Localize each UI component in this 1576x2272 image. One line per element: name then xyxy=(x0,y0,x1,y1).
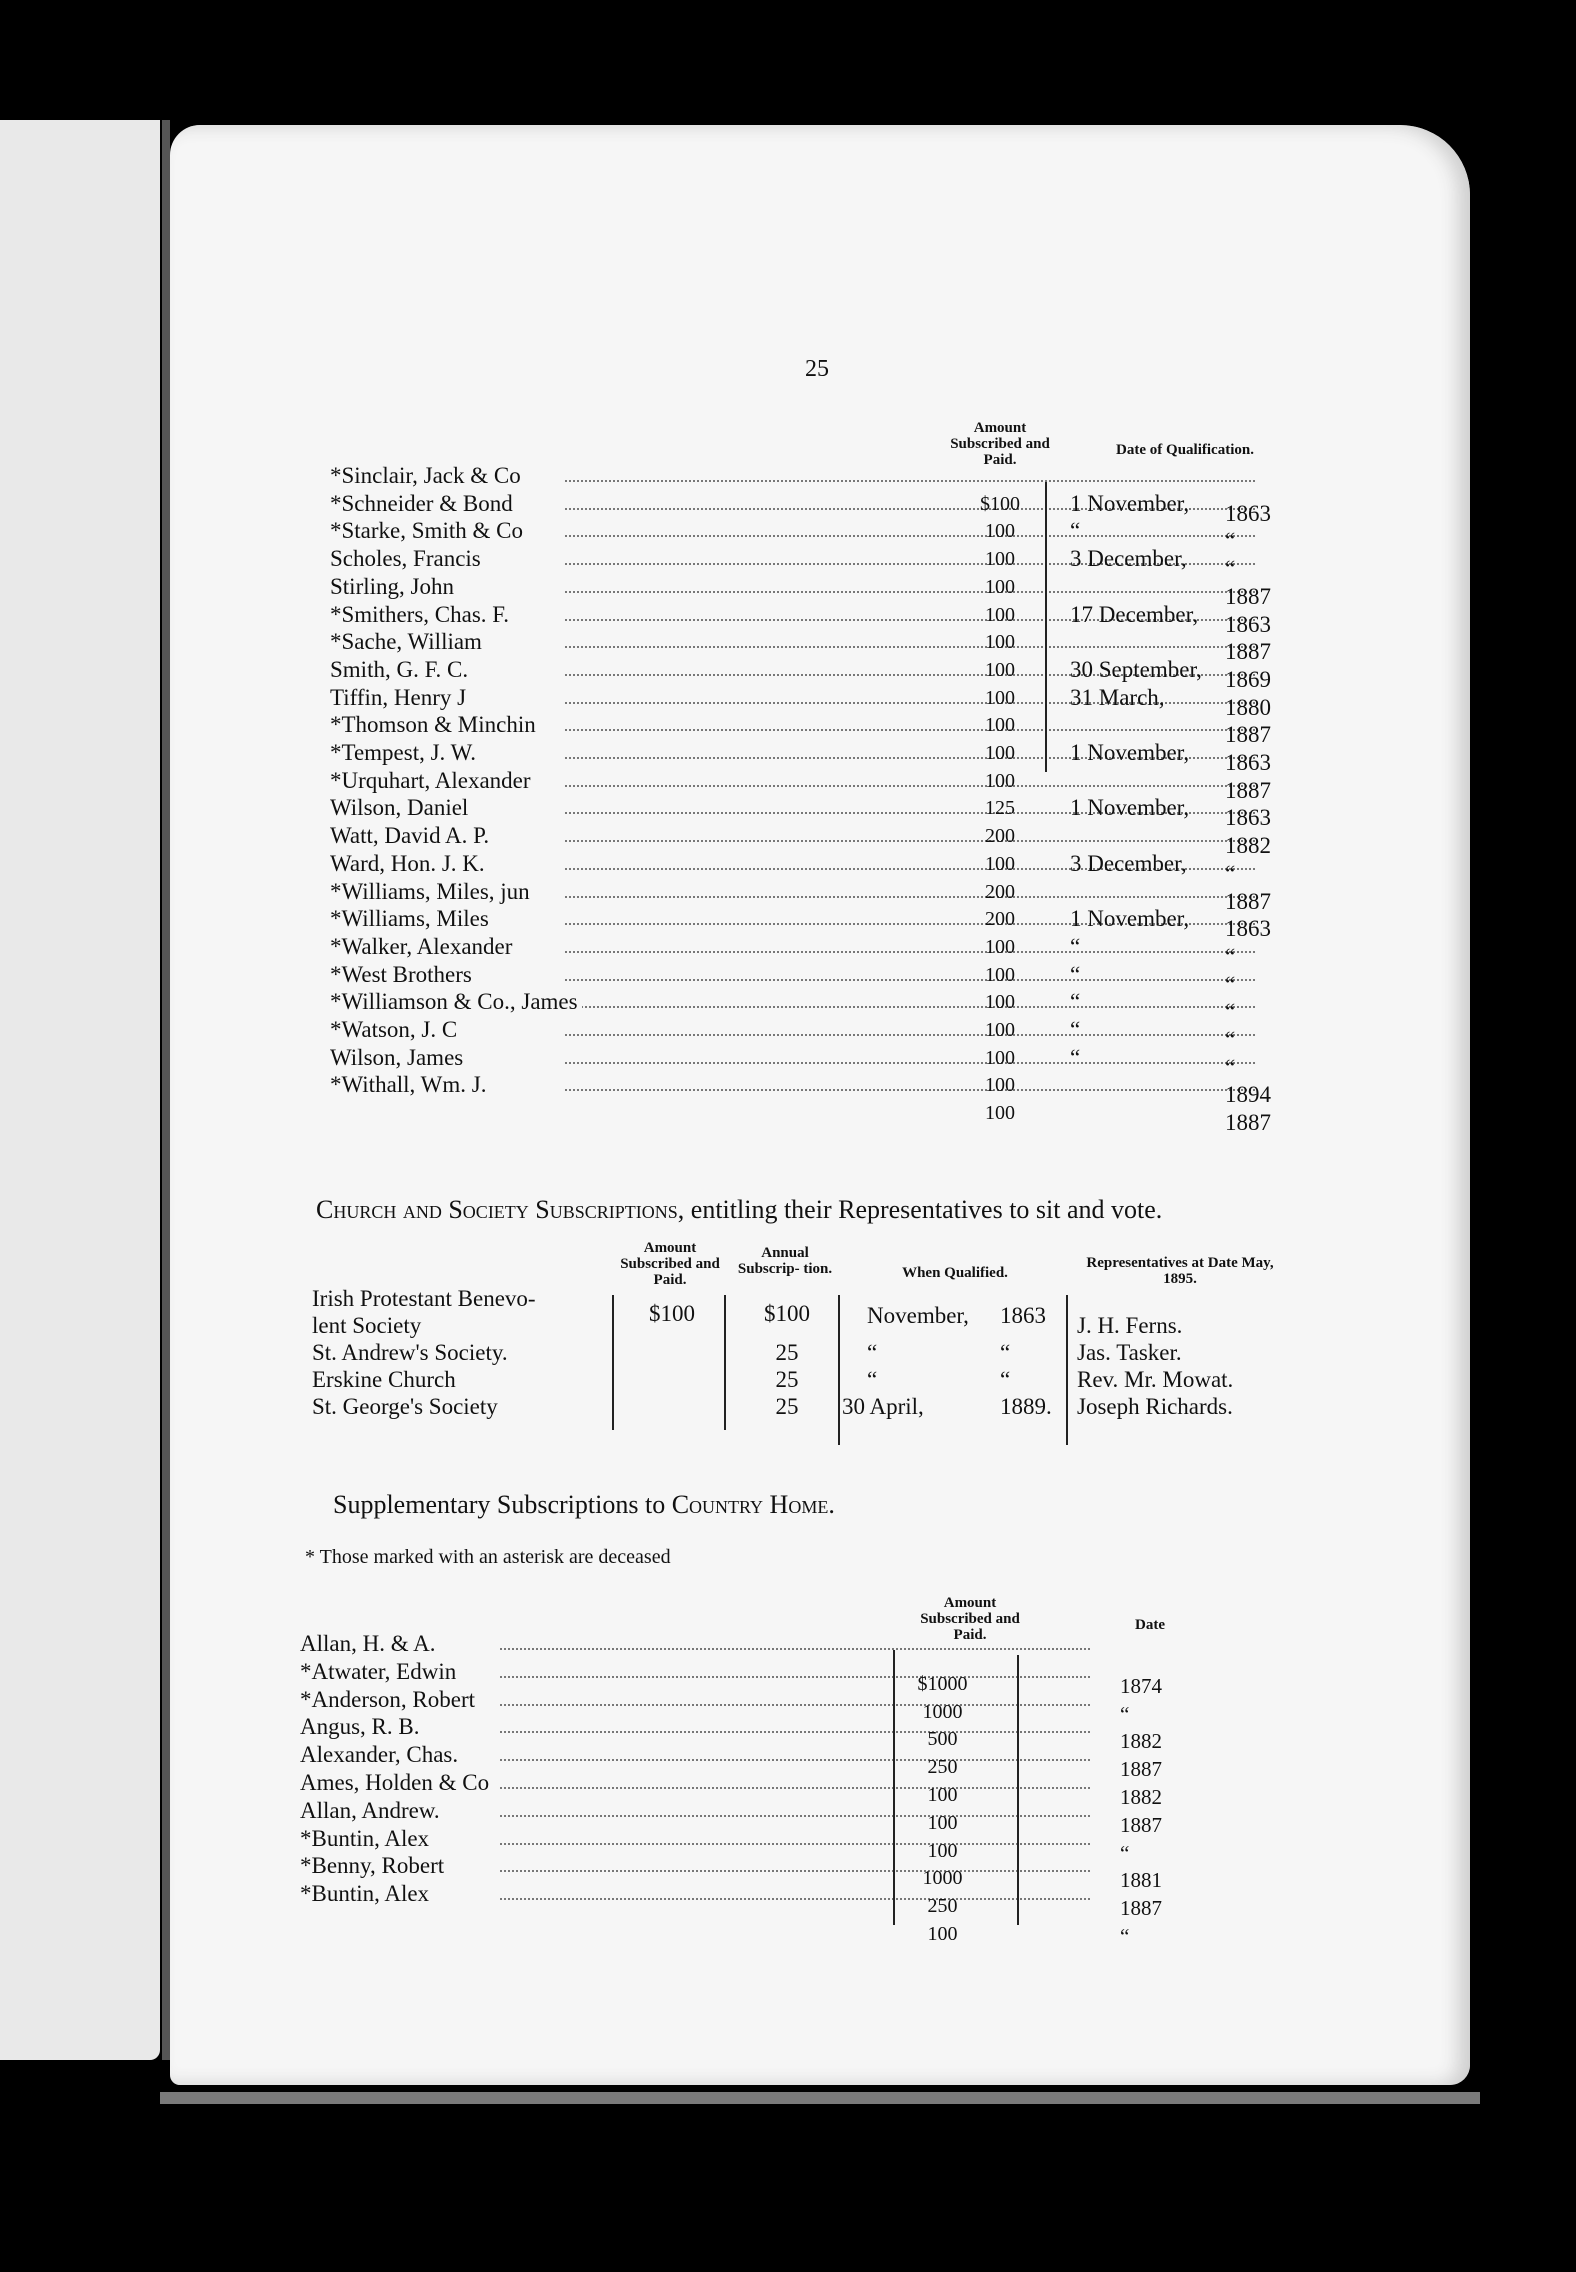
section2-title-rest: entitling their Representatives to sit and vote. xyxy=(690,1195,1163,1224)
year-cell: 1887 xyxy=(1225,639,1271,665)
date-cell: “ xyxy=(1070,933,1081,959)
table-row xyxy=(300,1797,1200,1837)
sec3-amount-header: Amount Subscribed and Paid. xyxy=(920,1595,1020,1643)
table-row xyxy=(330,794,1290,831)
year-cell: “ xyxy=(1225,1027,1236,1052)
sec3-rule-1 xyxy=(893,1650,895,1925)
year-cell: 1887 xyxy=(1225,888,1271,914)
amount-cell: $1000 xyxy=(917,1672,968,1695)
sec2-annual-header: Annual Subscrip- tion. xyxy=(737,1245,833,1277)
table-row xyxy=(330,573,1290,609)
table-row xyxy=(330,656,1290,692)
entry-name: *Starke, Smith & Co xyxy=(330,517,527,545)
section3-title-plain: Supplementary Subscriptions to xyxy=(333,1490,666,1519)
entry-name: *Buntin, Alex xyxy=(300,1825,433,1853)
date-cell: 1 November, xyxy=(1070,740,1190,765)
amount-cell: 100 xyxy=(985,935,1015,958)
entry-name: *Williams, Miles xyxy=(330,905,493,933)
date-cell: “ xyxy=(1070,1017,1081,1042)
table-row xyxy=(330,933,1290,969)
year-cell: 1889. xyxy=(1000,1394,1052,1419)
entry-name: Wilson, James xyxy=(330,1044,467,1072)
dot-leader xyxy=(565,961,1255,981)
amount-cell: 125 xyxy=(985,797,1015,820)
column-rule xyxy=(1045,482,1047,772)
amount-cell: 1000 xyxy=(922,1700,963,1723)
table-row xyxy=(330,739,1290,775)
amount-cell: $100 xyxy=(980,492,1020,515)
entry-name: *Smithers, Chas. F. xyxy=(330,601,513,629)
table-row xyxy=(330,1099,1290,1136)
dot-leader xyxy=(565,1071,1255,1091)
date-cell: “ xyxy=(1070,518,1081,544)
table-row xyxy=(312,1366,1272,1394)
book-spine xyxy=(162,120,170,2060)
rep-cell: Joseph Richards. xyxy=(1077,1394,1233,1419)
annual-cell: $100 xyxy=(764,1301,810,1326)
amount-cell: 100 xyxy=(985,742,1015,764)
entry-name: St. Andrew's Society. xyxy=(312,1340,508,1365)
sec2-reps-header: Representatives at Date May, 1895. xyxy=(1086,1255,1274,1287)
dot-leader xyxy=(565,767,1255,787)
entry-name: *Tempest, J. W. xyxy=(330,739,480,767)
entry-name: *Buntin, Alex xyxy=(300,1880,433,1908)
amount-cell: 100 xyxy=(985,963,1015,986)
entry-name: Angus, R. B. xyxy=(300,1713,424,1741)
amount-cell: 100 xyxy=(927,1784,958,1806)
date-cell: “ xyxy=(1070,1044,1081,1070)
dot-leader xyxy=(565,711,1255,731)
date-cell: “ xyxy=(1070,989,1081,1015)
table-row xyxy=(300,1908,1200,1948)
dot-leader xyxy=(565,933,1255,953)
year-cell: 1863 xyxy=(1225,750,1271,775)
year-cell: 1887 xyxy=(1225,1110,1271,1136)
entry-name: lent Society xyxy=(312,1313,422,1338)
section2-title-smallcaps: Church and Society Subscriptions, xyxy=(316,1195,685,1224)
amount-cell: 100 xyxy=(985,603,1015,626)
left-page-edge xyxy=(0,120,160,2060)
table-row xyxy=(312,1339,1272,1367)
date-cell: 30 September, xyxy=(1070,656,1202,682)
annual-cell: 25 xyxy=(775,1340,799,1365)
table-row xyxy=(312,1301,1272,1340)
amount-cell: 100 xyxy=(927,1923,958,1945)
table-row xyxy=(300,1713,1200,1754)
annual-cell: 25 xyxy=(775,1367,799,1392)
when-cell: “ xyxy=(867,1367,878,1392)
amount-cell: 100 xyxy=(985,548,1015,571)
entry-name: *Williams, Miles, jun xyxy=(330,878,534,906)
entry-name: *Walker, Alexander xyxy=(330,933,516,961)
year-cell: 1880 xyxy=(1225,694,1271,720)
page-bottom-edge xyxy=(160,2092,1480,2104)
amount-cell: 100 xyxy=(985,1074,1015,1097)
date-cell: 1 November, xyxy=(1070,490,1190,516)
table-row xyxy=(330,822,1290,859)
rep-cell: Jas. Tasker. xyxy=(1077,1340,1182,1365)
table-row xyxy=(330,628,1290,665)
sec3-date-header: Date xyxy=(1135,1617,1165,1633)
year-cell: 1887 xyxy=(1120,1757,1162,1782)
year-cell: “ xyxy=(1120,1701,1130,1726)
dot-leader xyxy=(565,517,1255,537)
table-row xyxy=(330,905,1290,942)
sec2-rule-2 xyxy=(724,1295,726,1430)
amount-cell: 100 xyxy=(985,769,1015,792)
entry-name: *Williamson & Co., James xyxy=(330,988,582,1016)
table-row xyxy=(330,1016,1290,1052)
entry-name: *Benny, Robert xyxy=(300,1852,448,1880)
entry-name: Allan, H. & A. xyxy=(300,1630,439,1658)
table-row xyxy=(312,1393,1272,1421)
date-cell: 1 November, xyxy=(1070,906,1190,932)
annual-cell: 25 xyxy=(775,1394,799,1419)
amount-cell: 100 xyxy=(985,852,1015,875)
year-cell: “ xyxy=(1120,1840,1130,1865)
year-cell: 1887 xyxy=(1120,1812,1162,1837)
amount-cell: 100 xyxy=(985,714,1015,737)
table-row xyxy=(330,545,1290,582)
when-cell: “ xyxy=(867,1340,878,1365)
entry-name: *Sache, William xyxy=(330,628,486,656)
year-cell: “ xyxy=(1225,860,1236,886)
entry-name: St. George's Society xyxy=(312,1394,498,1419)
dot-leader xyxy=(500,1825,1090,1845)
year-cell: 1894 xyxy=(1225,1082,1271,1108)
dot-leader xyxy=(500,1630,1090,1650)
dot-leader xyxy=(500,1852,1090,1872)
table-row xyxy=(330,850,1290,886)
table-row xyxy=(300,1741,1200,1782)
dot-leader xyxy=(500,1797,1090,1817)
table-row xyxy=(300,1769,1200,1809)
year-cell: 1863 xyxy=(1225,500,1271,526)
sec2-rule-4 xyxy=(1066,1295,1068,1445)
table-row xyxy=(300,1658,1200,1698)
table-row xyxy=(330,462,1290,490)
dot-leader xyxy=(565,628,1255,648)
amount-header: Amount Subscribed and Paid. xyxy=(950,420,1050,468)
table-row xyxy=(300,1630,1200,1658)
entry-name: Ward, Hon. J. K. xyxy=(330,850,489,878)
amount-cell: 100 xyxy=(985,575,1015,598)
amount-cell: 100 xyxy=(985,631,1015,654)
dot-leader xyxy=(565,1044,1255,1064)
year-cell: “ xyxy=(1225,556,1236,582)
entry-name: *Urquhart, Alexander xyxy=(330,767,535,795)
entry-name: Scholes, Francis xyxy=(330,545,485,573)
entry-name: Stirling, John xyxy=(330,573,458,601)
amount-cell: 100 xyxy=(985,1102,1015,1125)
entry-name: *Atwater, Edwin xyxy=(300,1658,460,1686)
sec2-rule-3 xyxy=(838,1295,840,1445)
table-row xyxy=(330,961,1290,997)
entry-name: Wilson, Daniel xyxy=(330,794,472,822)
table-row xyxy=(330,684,1290,720)
page-number: 25 xyxy=(805,356,829,382)
year-cell: “ xyxy=(1225,943,1236,969)
sec2-rule-1 xyxy=(612,1295,614,1430)
entry-name: *Thomson & Minchin xyxy=(330,711,540,739)
year-cell: 1887 xyxy=(1225,777,1271,803)
entry-name: *Anderson, Robert xyxy=(300,1686,479,1714)
date-cell: 3 December, xyxy=(1070,546,1187,572)
year-cell: “ xyxy=(1225,528,1236,554)
year-cell: “ xyxy=(1120,1924,1130,1948)
table-row xyxy=(330,767,1290,803)
year-cell: “ xyxy=(1225,971,1236,997)
table-row xyxy=(330,601,1290,637)
entry-name: Allan, Andrew. xyxy=(300,1797,444,1825)
table-row xyxy=(330,711,1290,748)
amount-cell: 100 xyxy=(985,1046,1015,1069)
date-header: Date of Qualification. xyxy=(1116,442,1254,458)
year-cell: 1881 xyxy=(1120,1868,1162,1893)
year-cell: “ xyxy=(1000,1367,1011,1392)
amount-cell: 100 xyxy=(985,991,1015,1014)
sec3-rule-2 xyxy=(1017,1655,1019,1925)
amount-cell: 200 xyxy=(985,908,1015,931)
amount-cell: 100 xyxy=(985,658,1015,681)
table-row xyxy=(330,517,1290,554)
year-cell: 1887 xyxy=(1225,583,1271,609)
dot-leader xyxy=(500,1741,1090,1761)
asterisk-note: * Those marked with an asterisk are deceased xyxy=(305,1546,671,1568)
dot-leader xyxy=(565,573,1255,593)
date-cell: 3 December, xyxy=(1070,850,1187,876)
table-row xyxy=(300,1686,1200,1726)
dot-leader xyxy=(500,1658,1090,1678)
year-cell: 1874 xyxy=(1120,1673,1162,1698)
table-row xyxy=(330,490,1290,526)
rep-cell: J. H. Ferns. xyxy=(1077,1313,1183,1338)
table-row xyxy=(300,1880,1200,1921)
table-row xyxy=(330,878,1290,914)
amount-cell: 200 xyxy=(985,825,1015,848)
entry-name: Tiffin, Henry J xyxy=(330,684,470,712)
year-cell: 1863 xyxy=(1225,916,1271,942)
entry-name: *Withall, Wm. J. xyxy=(330,1071,490,1099)
table-row xyxy=(330,988,1290,1025)
amount-cell: 500 xyxy=(927,1728,958,1751)
section2-title xyxy=(316,1195,1162,1225)
amount-cell: 100 xyxy=(985,686,1015,709)
amount-cell: 100 xyxy=(927,1839,958,1862)
year-cell: 1863 xyxy=(1225,805,1271,831)
entry-name: Irish Protestant Benevo- xyxy=(312,1286,536,1311)
entry-name: Erskine Church xyxy=(312,1367,456,1392)
amount-cell: 200 xyxy=(985,880,1015,903)
dot-leader xyxy=(565,822,1255,842)
year-cell: 1882 xyxy=(1120,1785,1162,1809)
when-cell: 30 April, xyxy=(842,1394,924,1419)
entry-name: Alexander, Chas. xyxy=(300,1741,462,1769)
dot-leader xyxy=(565,878,1255,898)
entry-name: Smith, G. F. C. xyxy=(330,656,472,684)
year-cell: “ xyxy=(1225,999,1236,1025)
amount-cell: 100 xyxy=(985,1019,1015,1041)
dot-leader xyxy=(500,1880,1090,1900)
entry-name: *West Brothers xyxy=(330,961,476,989)
table-row xyxy=(300,1825,1200,1865)
table-row xyxy=(300,1852,1200,1893)
entry-name: *Watson, J. C xyxy=(330,1016,461,1044)
dot-leader xyxy=(500,1713,1090,1733)
entry-name: Ames, Holden & Co xyxy=(300,1769,493,1797)
year-cell: 1887 xyxy=(1225,722,1271,748)
date-cell: 17 December, xyxy=(1070,601,1199,627)
section3-title-smallcaps: Country Home. xyxy=(671,1490,835,1519)
when-cell: November, xyxy=(867,1303,969,1328)
amount-cell: 1000 xyxy=(922,1867,963,1890)
dot-leader xyxy=(565,1016,1255,1036)
year-cell: 1882 xyxy=(1225,833,1271,859)
year-cell: 1863 xyxy=(1225,611,1271,637)
amount-cell: 250 xyxy=(927,1756,958,1779)
table-row xyxy=(330,1071,1290,1108)
rep-cell: Rev. Mr. Mowat. xyxy=(1077,1367,1234,1392)
year-cell: 1882 xyxy=(1120,1729,1162,1754)
amount-cell: 100 xyxy=(927,1811,958,1834)
year-cell: 1863 xyxy=(1000,1303,1046,1328)
amount-cell: $100 xyxy=(649,1301,695,1326)
dot-leader xyxy=(565,988,1255,1008)
date-cell: 31 March, xyxy=(1070,684,1165,710)
entry-name: *Schneider & Bond xyxy=(330,490,517,518)
table-row xyxy=(330,1044,1290,1080)
sec2-when-header: When Qualified. xyxy=(902,1265,1008,1281)
amount-cell: 100 xyxy=(985,520,1015,543)
amount-cell: 250 xyxy=(927,1895,958,1918)
entry-name: Watt, David A. P. xyxy=(330,822,493,850)
year-cell: 1887 xyxy=(1120,1896,1162,1921)
date-cell: 1 November, xyxy=(1070,795,1190,821)
dot-leader xyxy=(565,462,1255,482)
year-cell: “ xyxy=(1225,1054,1236,1080)
dot-leader xyxy=(500,1769,1090,1789)
year-cell: 1869 xyxy=(1225,666,1271,692)
year-cell: “ xyxy=(1000,1340,1011,1365)
date-cell: “ xyxy=(1070,961,1081,987)
sec2-amount-header: Amount Subscribed and Paid. xyxy=(620,1240,720,1288)
dot-leader xyxy=(500,1686,1090,1706)
entry-name: *Sinclair, Jack & Co xyxy=(330,462,525,490)
section3-title xyxy=(333,1490,835,1520)
